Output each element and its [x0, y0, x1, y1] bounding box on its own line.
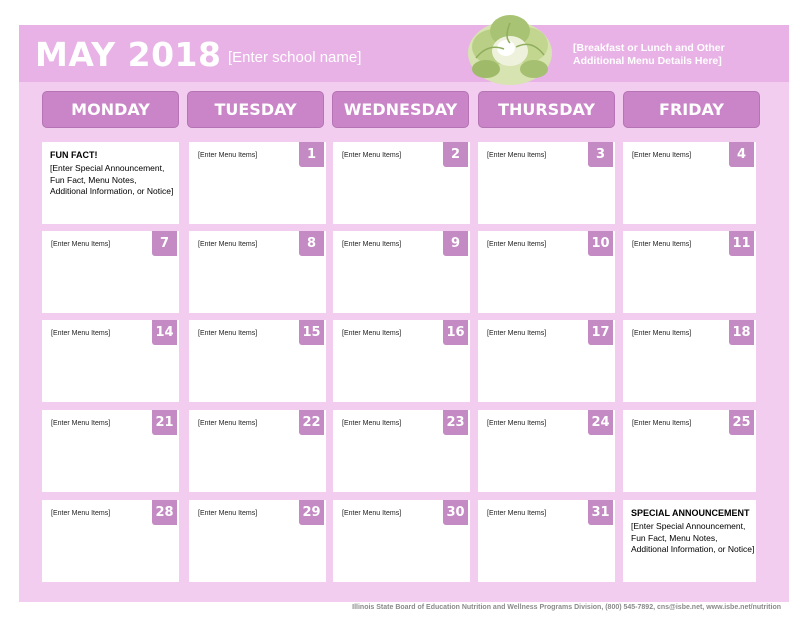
date-badge: 25: [729, 410, 754, 435]
menu-items-field: [Enter Menu Items]: [342, 330, 402, 337]
special-announcement-title: SPECIAL ANNOUNCEMENT: [631, 508, 750, 518]
day-header-tuesday: TUESDAY: [187, 91, 324, 128]
menu-items-field: [Enter Menu Items]: [51, 510, 111, 517]
date-badge: 22: [299, 410, 324, 435]
day-header-friday: FRIDAY: [623, 91, 760, 128]
day-cell[interactable]: [478, 500, 615, 582]
day-cell[interactable]: [623, 231, 756, 313]
footer-credit: Illinois State Board of Education Nutrition and Wellness Programs Division, (800) 545-7892, cns@isbe.net, www.isbe.net/nutrition: [352, 604, 781, 611]
date-badge: 11: [729, 231, 754, 256]
date-badge: 15: [299, 320, 324, 345]
day-cell[interactable]: [333, 410, 470, 492]
day-cell[interactable]: [478, 320, 615, 402]
date-badge: 30: [443, 500, 468, 525]
date-badge: 4: [729, 142, 754, 167]
date-badge: 2: [443, 142, 468, 167]
date-badge: 29: [299, 500, 324, 525]
day-cell[interactable]: [333, 500, 470, 582]
day-cell[interactable]: [189, 142, 326, 224]
menu-items-field: [Enter Menu Items]: [342, 420, 402, 427]
fun-fact-cell[interactable]: [42, 142, 179, 224]
date-badge: 8: [299, 231, 324, 256]
day-cell[interactable]: [333, 231, 470, 313]
menu-items-field: [Enter Menu Items]: [342, 510, 402, 517]
calendar-sheet: [19, 25, 789, 602]
day-cell[interactable]: [623, 142, 756, 224]
date-badge: 24: [588, 410, 613, 435]
date-badge: 1: [299, 142, 324, 167]
date-badge: 3: [588, 142, 613, 167]
menu-items-field: [Enter Menu Items]: [51, 330, 111, 337]
menu-items-field: [Enter Menu Items]: [342, 241, 402, 248]
day-cell[interactable]: [623, 320, 756, 402]
school-name-field[interactable]: [Enter school name]: [228, 49, 362, 66]
cabbage-icon: [464, 3, 556, 87]
menu-items-field: [Enter Menu Items]: [198, 152, 258, 159]
date-badge: 28: [152, 500, 177, 525]
fun-fact-body: [Enter Special Announcement, Fun Fact, Menu Notes, Additional Information, or Notice]: [50, 163, 174, 196]
special-announcement-cell[interactable]: [623, 500, 756, 582]
day-cell[interactable]: [42, 320, 179, 402]
day-cell[interactable]: [189, 410, 326, 492]
day-cell[interactable]: [623, 410, 756, 492]
day-cell[interactable]: [42, 500, 179, 582]
day-header-thursday: THURSDAY: [478, 91, 615, 128]
day-cell[interactable]: [478, 142, 615, 224]
menu-items-field: [Enter Menu Items]: [198, 510, 258, 517]
menu-details-line2: Additional Menu Details Here]: [573, 55, 722, 67]
date-badge: 7: [152, 231, 177, 256]
date-badge: 23: [443, 410, 468, 435]
fun-fact-title: FUN FACT!: [50, 150, 98, 160]
day-cell[interactable]: [189, 231, 326, 313]
menu-items-field: [Enter Menu Items]: [632, 330, 692, 337]
menu-items-field: [Enter Menu Items]: [632, 420, 692, 427]
menu-items-field: [Enter Menu Items]: [487, 420, 547, 427]
header-band: [19, 25, 789, 82]
menu-items-field: [Enter Menu Items]: [487, 241, 547, 248]
day-cell[interactable]: [478, 410, 615, 492]
date-badge: 9: [443, 231, 468, 256]
day-cell[interactable]: [333, 142, 470, 224]
day-cell[interactable]: [189, 320, 326, 402]
date-badge: 31: [588, 500, 613, 525]
day-cell[interactable]: [333, 320, 470, 402]
date-badge: 16: [443, 320, 468, 345]
menu-items-field: [Enter Menu Items]: [51, 420, 111, 427]
menu-items-field: [Enter Menu Items]: [342, 152, 402, 159]
date-badge: 21: [152, 410, 177, 435]
menu-details-line1: [Breakfast or Lunch and Other: [573, 42, 725, 54]
menu-items-field: [Enter Menu Items]: [487, 330, 547, 337]
day-cell[interactable]: [42, 410, 179, 492]
day-header-wednesday: WEDNESDAY: [332, 91, 469, 128]
date-badge: 18: [729, 320, 754, 345]
day-cell[interactable]: [42, 231, 179, 313]
date-badge: 14: [152, 320, 177, 345]
menu-items-field: [Enter Menu Items]: [632, 241, 692, 248]
date-badge: 17: [588, 320, 613, 345]
day-cell[interactable]: [189, 500, 326, 582]
day-cell[interactable]: [478, 231, 615, 313]
date-badge: 10: [588, 231, 613, 256]
menu-items-field: [Enter Menu Items]: [487, 152, 547, 159]
menu-items-field: [Enter Menu Items]: [198, 241, 258, 248]
menu-items-field: [Enter Menu Items]: [632, 152, 692, 159]
menu-items-field: [Enter Menu Items]: [198, 420, 258, 427]
month-title: MAY 2018: [35, 35, 222, 74]
menu-items-field: [Enter Menu Items]: [51, 241, 111, 248]
menu-items-field: [Enter Menu Items]: [198, 330, 258, 337]
menu-details-field[interactable]: [573, 42, 725, 68]
menu-items-field: [Enter Menu Items]: [487, 510, 547, 517]
day-header-monday: MONDAY: [42, 91, 179, 128]
special-announcement-body: [Enter Special Announcement, Fun Fact, Menu Notes, Additional Information, or Notice]: [631, 521, 755, 554]
